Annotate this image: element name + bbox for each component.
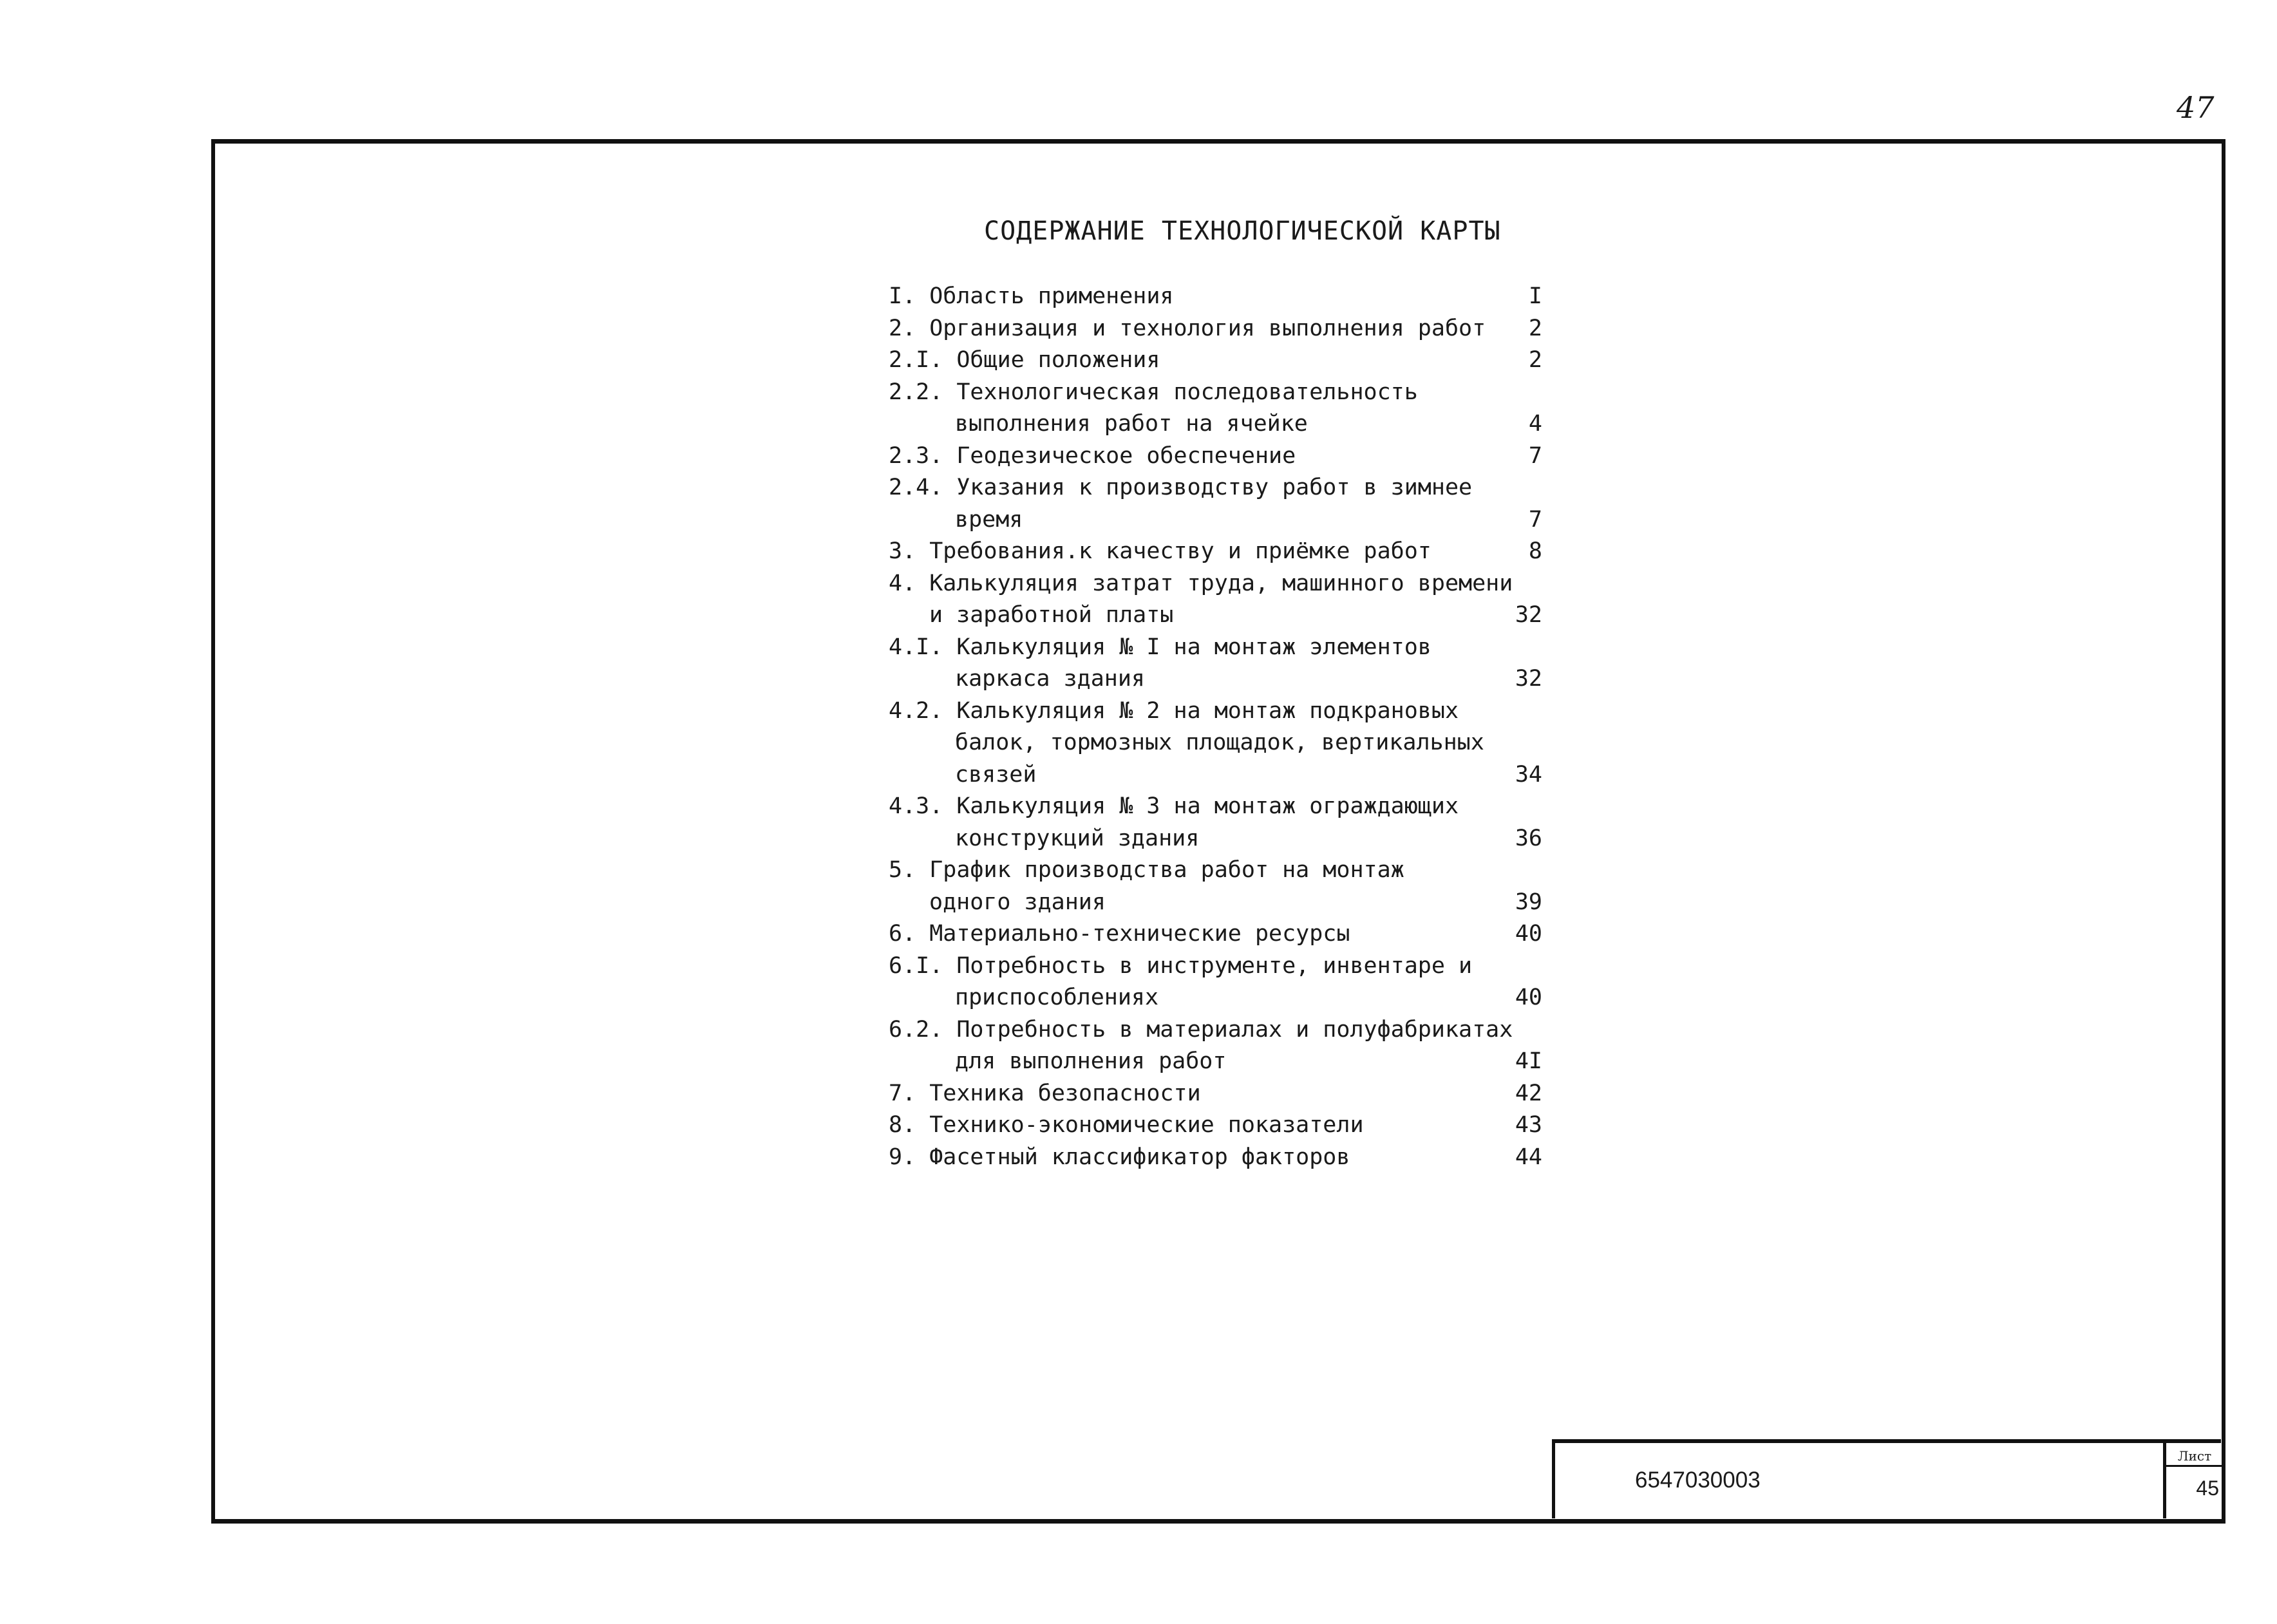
toc-entry-page: 32 (1515, 666, 1542, 692)
toc-entry-text: конструкций здания (955, 825, 1200, 851)
toc-entry-text: 2.2. Технологическая последовательность (889, 379, 1418, 405)
table-of-contents (889, 281, 1542, 1173)
toc-entry (889, 950, 1542, 1014)
toc-entry-page: 42 (1515, 1080, 1542, 1106)
toc-entry-text: 4.3. Калькуляция № 3 на монтаж ограждающих (889, 793, 1459, 819)
toc-entry-page: 44 (1515, 1144, 1542, 1170)
page-number: 47 (2177, 90, 2215, 125)
toc-entry-page: 4I (1515, 1048, 1542, 1074)
toc-entry-text: 2.I. Общие положения (889, 347, 1160, 373)
toc-entry-page: 43 (1515, 1112, 1542, 1138)
toc-entry (889, 568, 1542, 632)
toc-entry (889, 1142, 1542, 1174)
toc-entry-text: связей (955, 761, 1037, 788)
toc-entry-text: 4. Калькуляция затрат труда, машинного времени (889, 570, 1513, 596)
title-block-stamp (1552, 1439, 2221, 1518)
toc-entry-text: время (955, 506, 1023, 533)
toc-entry (889, 313, 1542, 345)
toc-entry (889, 1109, 1542, 1142)
toc-entry (889, 918, 1542, 950)
toc-entry-page: 7 (1528, 506, 1542, 533)
toc-entry-page: 39 (1515, 889, 1542, 915)
toc-entry (889, 791, 1542, 854)
toc-entry-text: 6.I. Потребность в инструменте, инвентаре и (889, 952, 1473, 979)
document-code: 6547030003 (1635, 1468, 1761, 1493)
toc-entry (889, 281, 1542, 313)
toc-entry-text: 2.4. Указания к производству работ в зимнее (889, 475, 1473, 500)
toc-entry (889, 1078, 1542, 1110)
toc-entry-text: балок, тормозных площадок, вертикальных (955, 730, 1484, 755)
sheet-cell (2163, 1443, 2223, 1518)
toc-entry (889, 345, 1542, 377)
toc-entry-text: одного здания (929, 889, 1106, 915)
toc-entry (889, 854, 1542, 918)
sheet-number: 45 (2196, 1477, 2219, 1500)
toc-entry (889, 472, 1542, 536)
toc-entry-page: 36 (1515, 825, 1542, 851)
toc-entry-page: 2 (1528, 315, 1542, 341)
toc-entry-text: для выполнения работ (955, 1048, 1227, 1074)
toc-entry-text: 5. График производства работ на монтаж (889, 857, 1404, 883)
toc-entry-text: 3. Требования.к качеству и приёмке работ (889, 538, 1431, 564)
toc-entry (889, 632, 1542, 695)
toc-entry-text: 8. Технико-экономические показатели (889, 1112, 1364, 1138)
toc-entry-text: выполнения работ на ячейке (955, 411, 1308, 437)
toc-entry (889, 1014, 1542, 1078)
toc-entry-page: 40 (1515, 921, 1542, 947)
toc-entry-text: каркаса здания (955, 666, 1146, 692)
toc-entry-page: 40 (1515, 985, 1542, 1010)
toc-entry-text: 4.2. Калькуляция № 2 на монтаж подкрановых (889, 697, 1459, 724)
toc-entry-page: I (1528, 283, 1542, 309)
toc-entry-text: 2. Организация и технология выполнения работ (889, 315, 1486, 341)
toc-entry-page: 2 (1528, 347, 1542, 373)
toc-entry (889, 536, 1542, 568)
toc-entry-page: 7 (1528, 442, 1542, 469)
toc-entry-text: приспособлениях (955, 985, 1159, 1010)
toc-entry-text: I. Область применения (889, 283, 1174, 309)
page-title: СОДЕРЖАНИЕ ТЕХНОЛОГИЧЕСКОЙ КАРТЫ (984, 216, 1501, 246)
toc-entry-text: 4.I. Калькуляция № I на монтаж элементов (889, 634, 1431, 660)
toc-entry-text: 7. Техника безопасности (889, 1080, 1201, 1106)
toc-entry-text: и заработной платы (929, 602, 1174, 628)
toc-entry-text: 6.2. Потребность в материалах и полуфабрикатах (889, 1016, 1513, 1043)
toc-entry-page: 8 (1528, 538, 1542, 564)
toc-entry (889, 440, 1542, 473)
toc-entry (889, 695, 1542, 791)
toc-entry-text: 6. Материально-технические ресурсы (889, 921, 1350, 947)
toc-entry (889, 377, 1542, 440)
toc-entry-text: 9. Фасетный классификатор факторов (889, 1144, 1350, 1170)
toc-entry-page: 4 (1528, 411, 1542, 437)
sheet-label: Лист (2166, 1448, 2223, 1467)
toc-entry-page: 34 (1515, 761, 1542, 788)
toc-entry-page: 32 (1515, 602, 1542, 628)
toc-entry-text: 2.3. Геодезическое обеспечение (889, 442, 1296, 469)
